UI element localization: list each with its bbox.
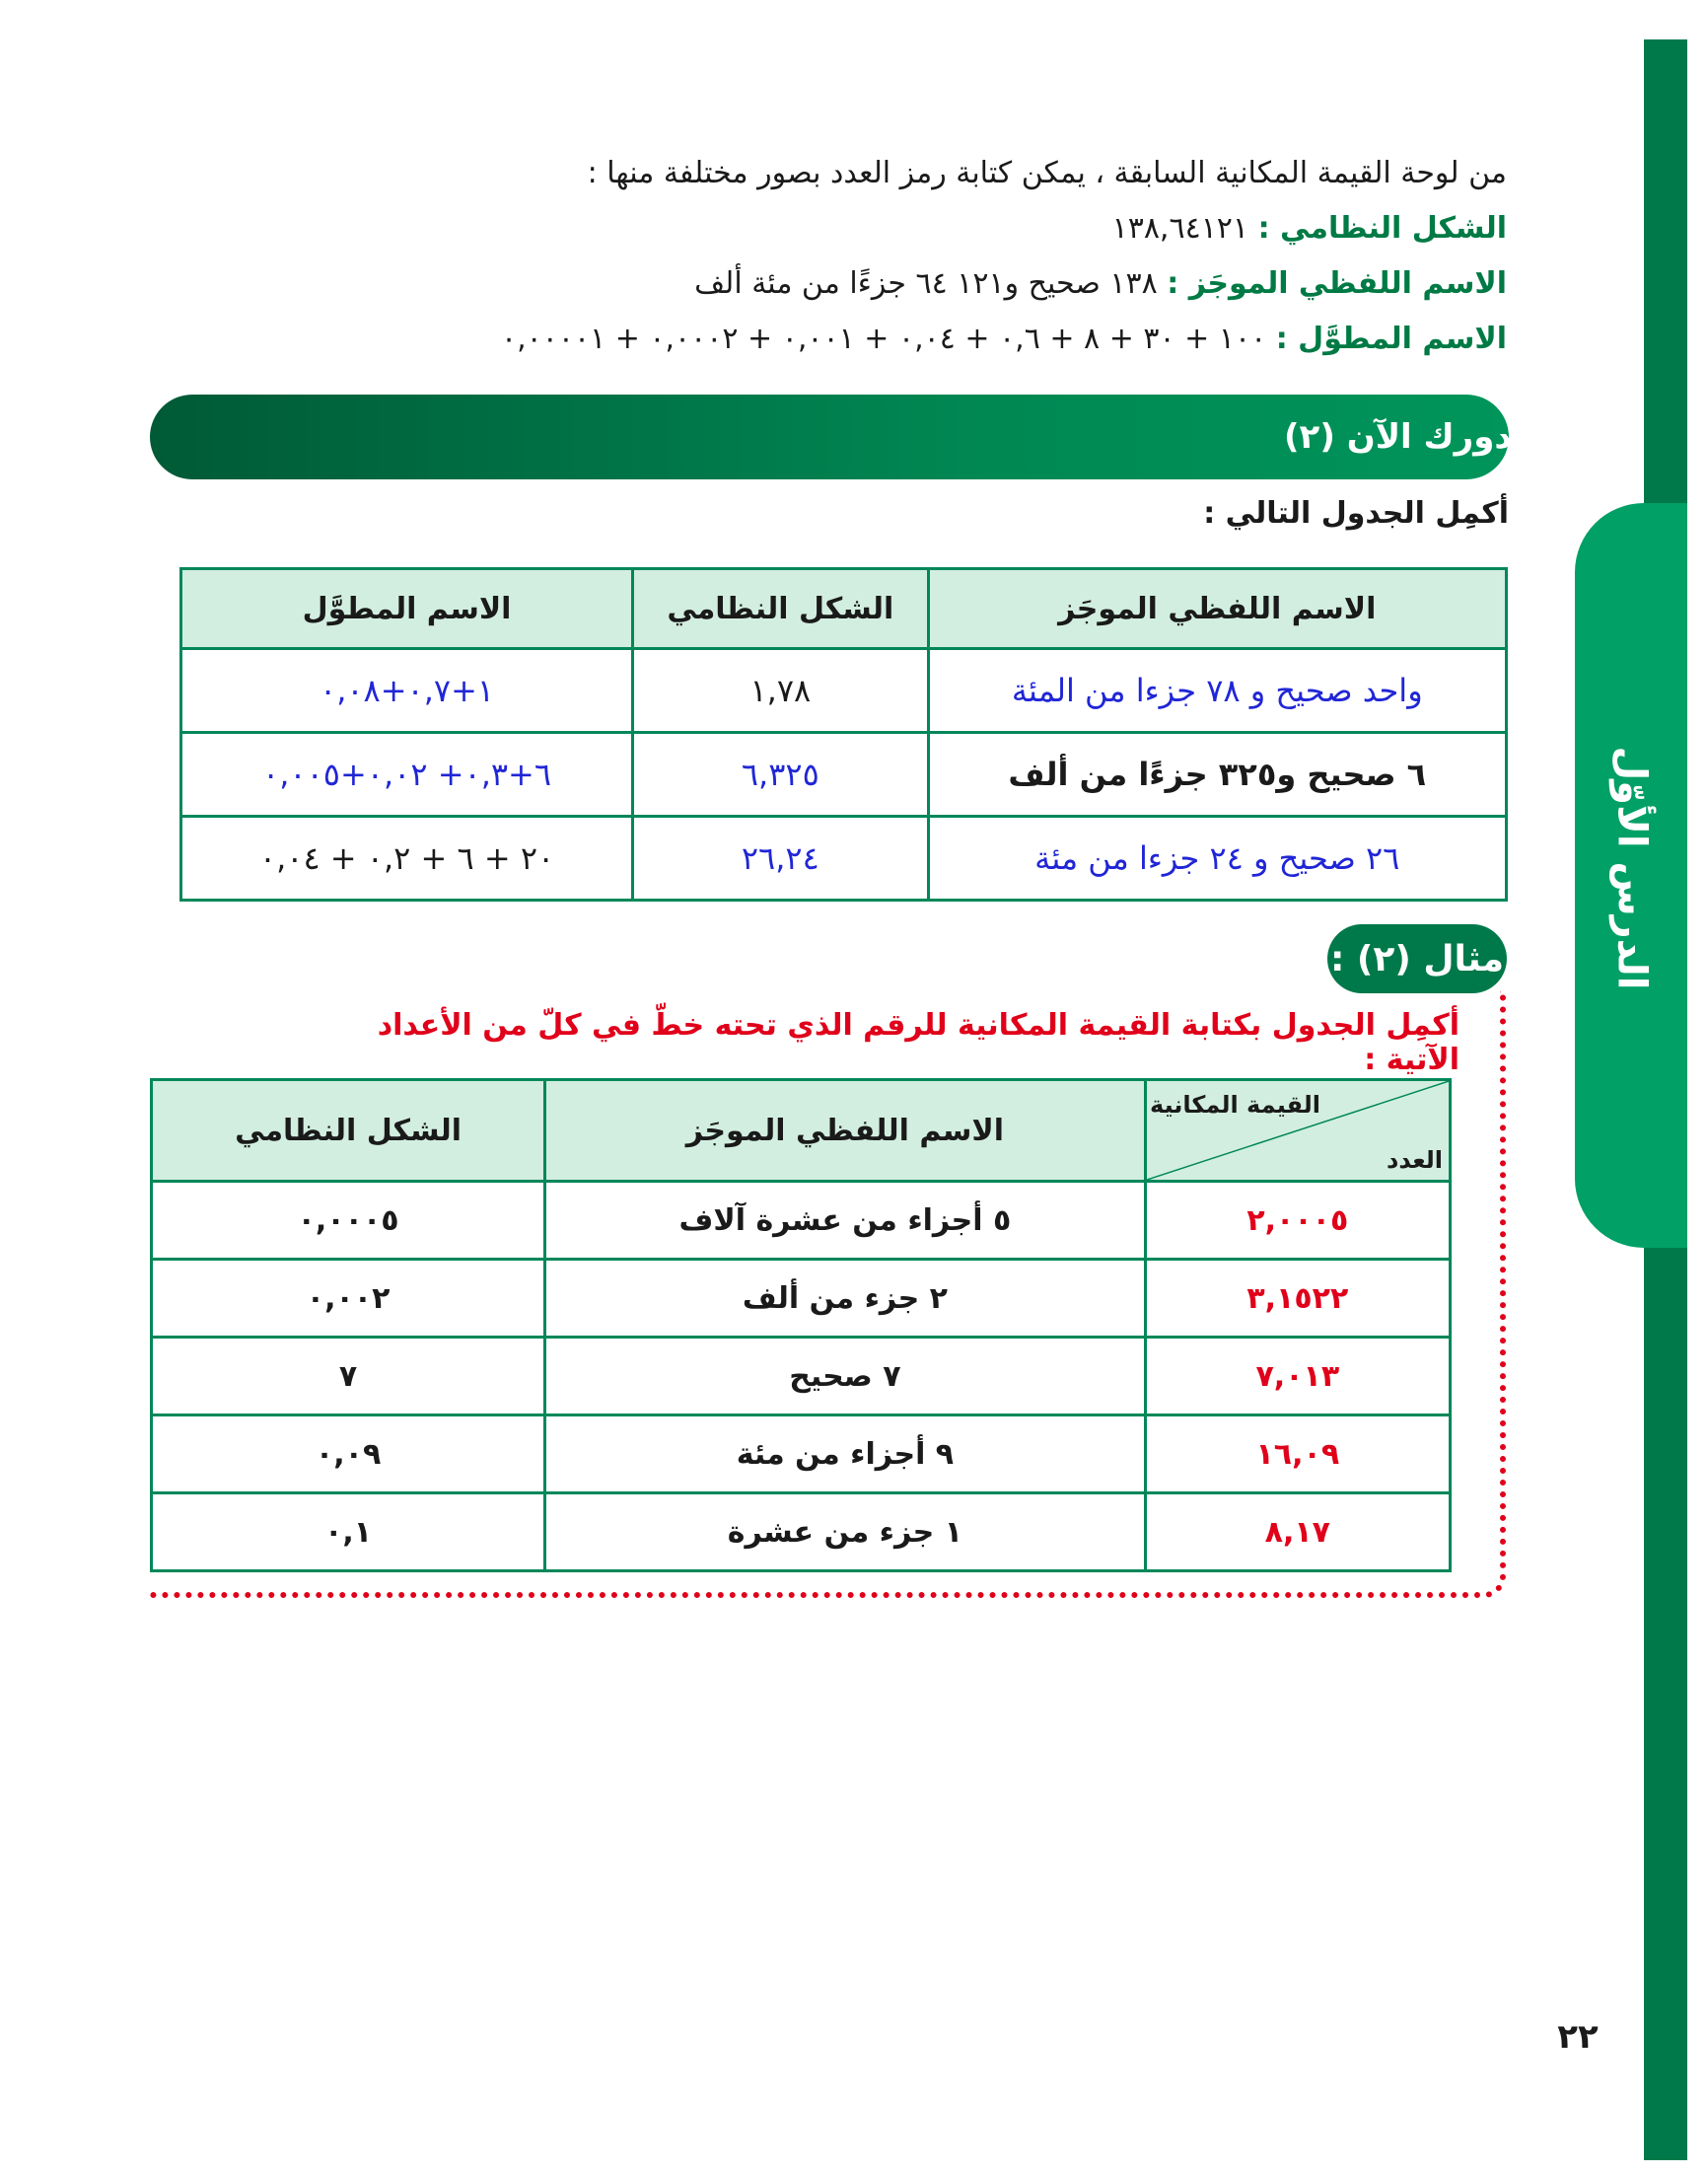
example-instruction: أكمِل الجدول بكتابة القيمة المكانية للرقم الذي تحته خطّ في كلّ من الأعداد الآتية : — [377, 1008, 1459, 1077]
table-row — [152, 1182, 1451, 1260]
short-name-value: ١٣٨ صحيح و١٢١ ٦٤ جزءًا من مئة ألف — [694, 266, 1158, 301]
cell-short-name: ١ جزء من عشرة — [545, 1493, 1145, 1571]
cell-short-name: ٢ جزء من ألف — [545, 1260, 1145, 1338]
cell-standard-form: ٦,٣٢٥ — [633, 733, 928, 817]
table-row — [181, 733, 1507, 817]
header-place-value: القيمة المكانية — [1150, 1091, 1320, 1119]
expanded-name-label: الاسم المطوَّل : — [1275, 322, 1507, 356]
cell-standard-form: ٠,٠٩ — [152, 1415, 545, 1493]
table-header-row — [152, 1080, 1451, 1182]
exercise-table — [179, 567, 1508, 902]
cell-number: ٣,١٥٢٢ — [1145, 1260, 1450, 1338]
table-row — [152, 1338, 1451, 1415]
lesson-tab-label: الدرس الأوّل — [1609, 746, 1655, 990]
standard-form-label: الشكل النظامي : — [1257, 211, 1507, 246]
table-row — [152, 1260, 1451, 1338]
banner-title-group — [1284, 410, 1600, 464]
header-expanded-name: الاسم المطوَّل — [181, 569, 633, 649]
cell-short-name: واحد صحيح و ٧٨ جزءا من المئة — [928, 649, 1506, 733]
cell-standard-form: ٠,٠٠٢ — [152, 1260, 545, 1338]
cell-short-name: ٦ صحيح و٣٢٥ جزءًا من ألف — [928, 733, 1506, 817]
page-number: ٢٢ — [1557, 2017, 1599, 2057]
cell-short-name: ٩ أجزاء من مئة — [545, 1415, 1145, 1493]
cell-standard-form: ١,٧٨ — [633, 649, 928, 733]
expanded-name-value: ١٠٠ + ٣٠ + ٨ + ٠,٦ + ٠,٠٤ + ٠,٠٠١ + ٠,٠٠٠٢ + ٠,٠٠٠٠١ — [500, 322, 1267, 356]
cell-standard-form: ٢٦,٢٤ — [633, 817, 928, 901]
table-row — [152, 1415, 1451, 1493]
banner-title: دورك الآن (٢) — [1284, 417, 1512, 457]
cell-expanded-name: ١+٠,٧+٠,٠٨ — [181, 649, 633, 733]
example-label: مثال (٢) : — [1327, 924, 1507, 993]
header-number-place-value — [1145, 1080, 1450, 1182]
cell-expanded-name: ٦+٠,٣+ ٠,٠٢+٠,٠٠٥ — [181, 733, 633, 817]
cell-expanded-name: ٢٠ + ٦ + ٠,٢ + ٠,٠٤ — [181, 817, 633, 901]
table-row — [152, 1493, 1451, 1571]
cell-short-name: ٢٦ صحيح و ٢٤ جزءا من مئة — [928, 817, 1506, 901]
header-standard-form: الشكل النظامي — [152, 1080, 545, 1182]
cell-short-name: ٧ صحيح — [545, 1338, 1145, 1415]
cell-number: ٢,٠٠٠٥ — [1145, 1182, 1450, 1260]
cell-standard-form: ٧ — [152, 1338, 545, 1415]
intro-line: من لوحة القيمة المكانية السابقة ، يمكن كتابة رمز العدد بصور مختلفة منها : — [587, 156, 1507, 190]
short-name-label: الاسم اللفظي الموجَز : — [1167, 266, 1507, 301]
your-turn-banner — [150, 395, 1512, 479]
header-number: العدد — [1387, 1146, 1443, 1174]
cell-short-name: ٥ أجزاء من عشرة آلاف — [545, 1182, 1145, 1260]
table-row — [181, 817, 1507, 901]
cell-standard-form: ٠,٠٠٠٥ — [152, 1182, 545, 1260]
hand-pen-icon — [1526, 410, 1587, 464]
header-short-name: الاسم اللفظي الموجَز — [928, 569, 1506, 649]
short-name-line — [325, 256, 1507, 312]
table-header-row — [181, 569, 1507, 649]
expanded-name-line — [325, 312, 1507, 367]
intro-section — [325, 146, 1507, 367]
header-short-name: الاسم اللفظي الموجَز — [545, 1080, 1145, 1182]
cell-number: ٧,٠١٣ — [1145, 1338, 1450, 1415]
exercise-instruction: أكمِل الجدول التالي : — [1203, 496, 1509, 531]
standard-form-value: ١٣٨,٦٤١٢١ — [1111, 211, 1249, 246]
table-row — [181, 649, 1507, 733]
cell-number: ٨,١٧ — [1145, 1493, 1450, 1571]
example-table — [150, 1078, 1452, 1572]
standard-form-line — [325, 201, 1507, 256]
cell-standard-form: ٠,١ — [152, 1493, 545, 1571]
header-standard-form: الشكل النظامي — [633, 569, 928, 649]
cell-number: ١٦,٠٩ — [1145, 1415, 1450, 1493]
